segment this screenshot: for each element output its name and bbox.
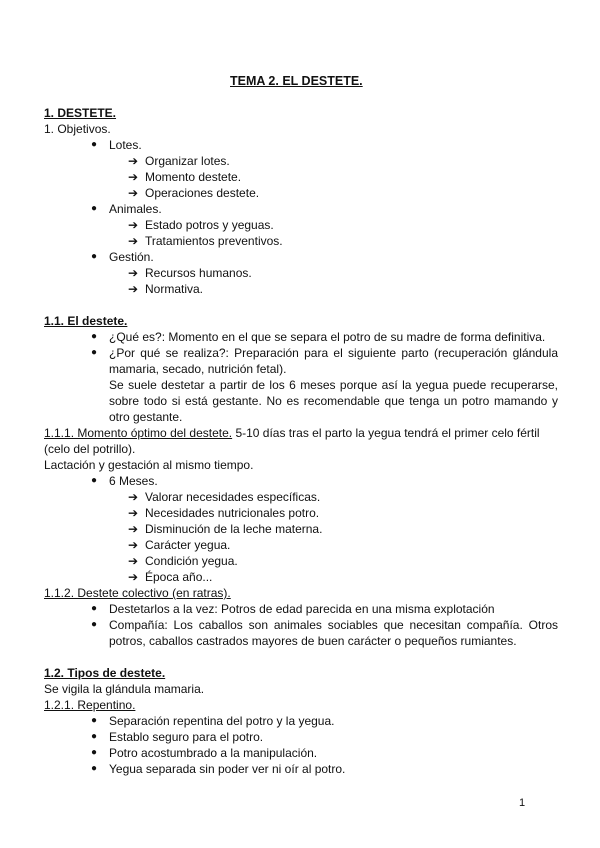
subsection-line bbox=[44, 425, 540, 441]
bullet-icon: ● bbox=[91, 203, 98, 214]
paragraph-line: mamaria, secado, nutrición fetal). bbox=[109, 362, 287, 376]
list-item: Normativa. bbox=[145, 282, 204, 296]
bullet-icon: ● bbox=[91, 251, 98, 262]
arrow-icon: ➔ bbox=[128, 522, 139, 536]
arrow-icon: ➔ bbox=[128, 490, 139, 504]
paragraph-line: sobre todo si está gestante. No es recomendable que tenga un potro mamando y bbox=[109, 394, 558, 408]
subsection-heading-momento-optimo: 1.1.1. Momento óptimo del destete. bbox=[44, 426, 233, 440]
subsection-heading-repentino: 1.2.1. Repentino. bbox=[44, 698, 136, 712]
list-item: Organizar lotes. bbox=[145, 154, 230, 168]
list-item: Momento destete. bbox=[145, 170, 242, 184]
bullet-icon: ● bbox=[91, 347, 98, 358]
list-item: Establo seguro para el potro. bbox=[109, 730, 264, 744]
bullet-icon: ● bbox=[91, 715, 98, 726]
document-title: TEMA 2. EL DESTETE. bbox=[230, 74, 363, 88]
section-heading-tipos-de-destete: 1.2. Tipos de destete. bbox=[44, 666, 166, 680]
arrow-icon: ➔ bbox=[128, 554, 139, 568]
arrow-icon: ➔ bbox=[128, 186, 139, 200]
bullet-icon: ● bbox=[91, 331, 98, 342]
list-item: Necesidades nutricionales potro. bbox=[145, 506, 320, 520]
paragraph-line: Se vigila la glándula mamaria. bbox=[44, 682, 205, 696]
arrow-icon: ➔ bbox=[128, 234, 139, 248]
bullet-icon: ● bbox=[91, 619, 98, 630]
objectives-label: 1. Objetivos. bbox=[44, 122, 111, 136]
section-heading-el-destete: 1.1. El destete. bbox=[44, 314, 128, 328]
list-item: Disminución de la leche materna. bbox=[145, 522, 323, 536]
section-heading-destete: 1. DESTETE. bbox=[44, 106, 117, 120]
arrow-icon: ➔ bbox=[128, 506, 139, 520]
list-item: Tratamientos preventivos. bbox=[145, 234, 283, 248]
list-item: Valorar necesidades específicas. bbox=[145, 490, 321, 504]
list-item: Condición yegua. bbox=[145, 554, 238, 568]
list-item: Operaciones destete. bbox=[145, 186, 260, 200]
paragraph-line: Se suele destetar a partir de los 6 meses porque así la yegua puede recuperarse, bbox=[109, 378, 558, 392]
list-item: Separación repentina del potro y la yegua. bbox=[109, 714, 335, 728]
paragraph-line: (celo del potrillo). bbox=[44, 442, 136, 456]
paragraph-line: Compañía: Los caballos son animales sociables que necesitan compañía. Otros bbox=[109, 618, 558, 632]
bullet-icon: ● bbox=[91, 763, 98, 774]
bullet-icon: ● bbox=[91, 731, 98, 742]
arrow-icon: ➔ bbox=[128, 538, 139, 552]
group-label: Animales. bbox=[109, 202, 162, 216]
list-item: Época año... bbox=[145, 570, 213, 584]
list-item: Recursos humanos. bbox=[145, 266, 252, 280]
bullet-icon: ● bbox=[91, 139, 98, 150]
group-label: 6 Meses. bbox=[109, 474, 158, 488]
list-item: Estado potros y yeguas. bbox=[145, 218, 274, 232]
arrow-icon: ➔ bbox=[128, 266, 139, 280]
list-item: Potro acostumbrado a la manipulación. bbox=[109, 746, 318, 760]
arrow-icon: ➔ bbox=[128, 170, 139, 184]
paragraph-line: ¿Qué es?: Momento en el que se separa el potro de su madre de forma definitiva. bbox=[109, 330, 546, 344]
paragraph-text: 5-10 días tras el parto la yegua tendrá el primer celo fértil bbox=[232, 426, 540, 440]
arrow-icon: ➔ bbox=[128, 570, 139, 584]
group-label: Gestión. bbox=[109, 250, 154, 264]
page-number: 1 bbox=[519, 797, 526, 809]
list-item: Carácter yegua. bbox=[145, 538, 231, 552]
paragraph-line: potros, caballos castrados mayores de buen carácter o pequeños rumiantes. bbox=[109, 634, 517, 648]
arrow-icon: ➔ bbox=[128, 218, 139, 232]
arrow-icon: ➔ bbox=[128, 154, 139, 168]
paragraph-line: otro gestante. bbox=[109, 410, 183, 424]
bullet-icon: ● bbox=[91, 747, 98, 758]
bullet-icon: ● bbox=[91, 475, 98, 486]
paragraph-line: Destetarlos a la vez: Potros de edad parecida en una misma explotación bbox=[109, 602, 495, 616]
list-item: Yegua separada sin poder ver ni oír al potro. bbox=[109, 762, 346, 776]
paragraph-line: ¿Por qué se realiza?: Preparación para el siguiente parto (recuperación glándula bbox=[109, 346, 558, 360]
arrow-icon: ➔ bbox=[128, 282, 139, 296]
group-label: Lotes. bbox=[109, 138, 142, 152]
bullet-icon: ● bbox=[91, 603, 98, 614]
subsection-heading-destete-colectivo: 1.1.2. Destete colectivo (en ratras). bbox=[44, 586, 231, 600]
paragraph-line: Lactación y gestación al mismo tiempo. bbox=[44, 458, 254, 472]
